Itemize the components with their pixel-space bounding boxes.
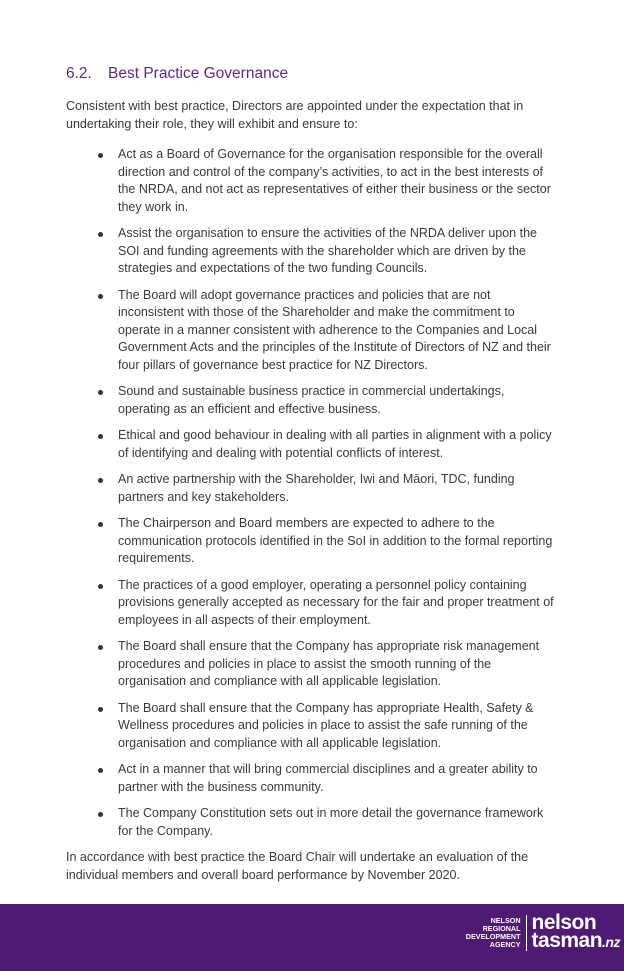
list-item: The Board shall ensure that the Company has appropriate Health, Safety & Wellness procedures and policies in place to assist the safe running of the organisation and compliance with all applicable legislation. [0, 700, 558, 753]
list-item: Act as a Board of Governance for the organisation responsible for the overall direction and control of the company’s activities, to act in the best interests of the NRDA, and not act as representatives of either their business or the sector they work in. [0, 146, 558, 216]
bullet-icon [98, 584, 103, 589]
bullet-icon [98, 707, 103, 712]
list-item: Assist the organisation to ensure the activities of the NRDA deliver upon the SOI and funding agreements with the shareholder which are driven by the strategies and expectations of the two funding Councils. [0, 225, 558, 278]
list-item: The Board shall ensure that the Company has appropriate risk management procedures and policies in place to assist the smooth running of the organisation and compliance with all applicable legislation. [0, 638, 558, 691]
agency-name: NELSON REGIONAL DEVELOPMENT AGENCY [465, 915, 521, 949]
bullet-icon [98, 522, 103, 527]
list-item: An active partnership with the Shareholder, Iwi and Māori, TDC, funding partners and key stakeholders. [0, 471, 558, 506]
section-number: 6.2. [66, 65, 92, 82]
list-item: Sound and sustainable business practice in commercial undertakings, operating as an efficient and effective business. [0, 383, 558, 418]
list-item: Ethical and good behaviour in dealing with all parties in alignment with a policy of identifying and dealing with potential conflicts of interest. [0, 427, 558, 462]
list-item: The Board will adopt governance practices and policies that are not inconsistent with those of the Shareholder and make the commitment to operate in a manner consistent with adherence to the Companies and Local Government Acts and the principles of the Institute of Directors of NZ and their four pillars of governance best practice for NZ Directors. [0, 287, 558, 375]
governance-bullet-list [0, 146, 624, 840]
nelson-tasman-wordmark: nelson tasman.nz [531, 911, 620, 952]
logo-divider [526, 915, 527, 951]
bullet-icon [98, 478, 103, 483]
nrda-logo [465, 911, 620, 952]
section-title: Best Practice Governance [108, 65, 289, 82]
list-item: The Chairperson and Board members are expected to adhere to the communication protocols identified in the SoI in addition to the formal reporting requirements. [0, 515, 558, 568]
bullet-icon [98, 153, 103, 158]
intro-paragraph: Consistent with best practice, Directors are appointed under the expectation that in undertaking their role, they will exhibit and ensure to: [66, 99, 524, 131]
bullet-icon [98, 812, 103, 817]
bullet-icon [98, 232, 103, 237]
list-item: The practices of a good employer, operating a personnel policy containing provisions generally accepted as necessary for the fair and proper treatment of employees in all aspects of their employment. [0, 577, 558, 630]
bullet-icon [98, 294, 103, 299]
bullet-icon [98, 645, 103, 650]
closing-paragraph: In accordance with best practice the Board Chair will undertake an evaluation of the individual members and overall board performance by November 2020. [66, 850, 529, 882]
list-item: The Company Constitution sets out in more detail the governance framework for the Company. [0, 805, 558, 840]
footer-band [0, 904, 624, 971]
bullet-icon [98, 390, 103, 395]
bullet-icon [98, 768, 103, 773]
bullet-icon [98, 434, 103, 439]
list-item: Act in a manner that will bring commercial disciplines and a greater ability to partner with the business community. [0, 761, 558, 796]
section-heading [66, 64, 624, 84]
